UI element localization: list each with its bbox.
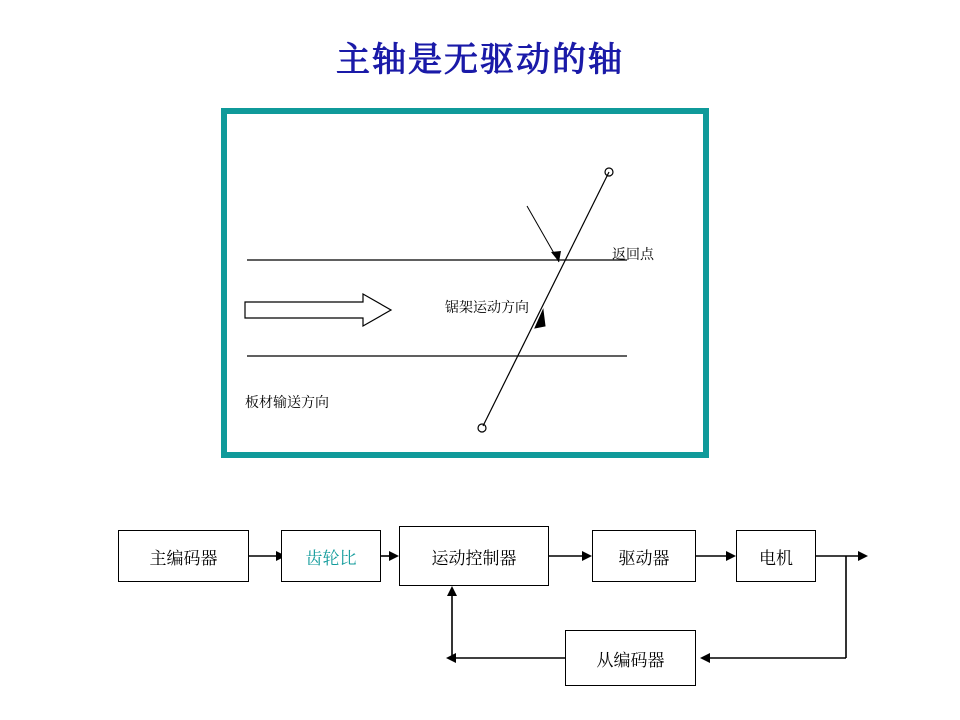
block-slave-encoder-label: 从编码器 xyxy=(596,650,665,670)
block-driver-label: 驱动器 xyxy=(618,548,670,568)
block-gear-ratio xyxy=(281,530,381,582)
feed-direction-arrow xyxy=(245,294,391,326)
block-master-encoder-label: 主编码器 xyxy=(149,548,218,568)
saw-motion-diagram-panel xyxy=(221,108,709,458)
block-motor xyxy=(736,530,816,582)
block-motor-label: 电机 xyxy=(759,548,793,568)
label-saw-direction: 锯架运动方向 xyxy=(445,299,529,315)
block-motion-controller-label: 运动控制器 xyxy=(431,548,517,568)
block-master-encoder xyxy=(118,530,249,582)
control-block-diagram xyxy=(0,460,960,720)
block-diagram-connectors xyxy=(0,460,960,720)
block-slave-encoder xyxy=(565,630,696,686)
label-feed-direction: 板材输送方向 xyxy=(245,394,329,410)
page-title: 主轴是无驱动的轴 xyxy=(336,42,624,79)
origin-point-marker xyxy=(478,424,486,432)
label-return-point: 返回点 xyxy=(612,246,654,262)
block-gear-ratio-label: 齿轮比 xyxy=(305,548,357,568)
block-driver xyxy=(592,530,696,582)
block-motion-controller xyxy=(399,526,549,586)
